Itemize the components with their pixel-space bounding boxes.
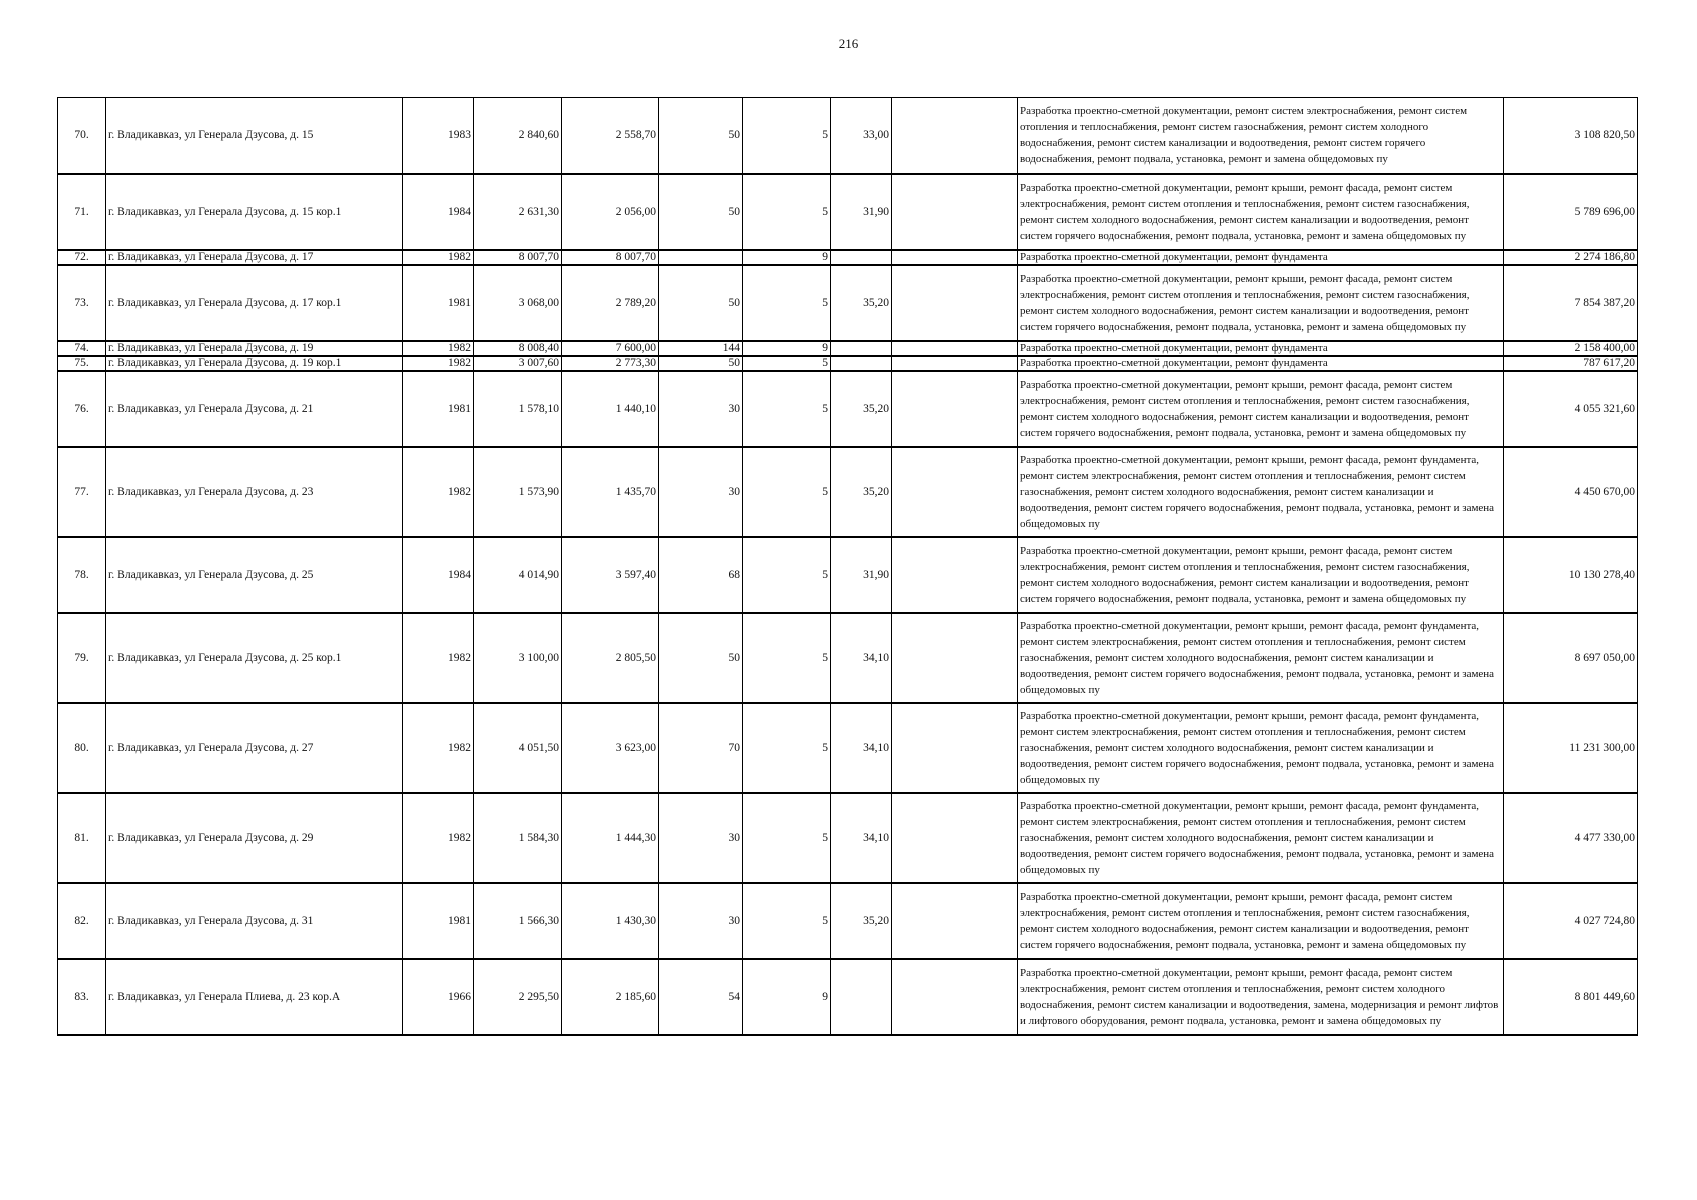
row-living-area: 1 440,10: [562, 371, 659, 447]
row-extra: [892, 250, 1018, 265]
row-living-area: 1 430,30: [562, 883, 659, 959]
row-extra: [892, 883, 1018, 959]
row-residents: 68: [659, 537, 743, 613]
row-year: 1983: [403, 98, 474, 174]
table-row: [58, 703, 1638, 793]
row-total-area: 4 014,90: [474, 537, 562, 613]
row-living-area: 2 773,30: [562, 356, 659, 371]
row-number: 76.: [58, 371, 106, 447]
row-living-area: 8 007,70: [562, 250, 659, 265]
row-wear: 35,20: [831, 447, 892, 537]
row-wear: 33,00: [831, 98, 892, 174]
row-year: 1981: [403, 883, 474, 959]
row-residents: 30: [659, 883, 743, 959]
row-residents: 54: [659, 959, 743, 1035]
row-wear: [831, 356, 892, 371]
row-address: г. Владикавказ, ул Генерала Дзусова, д. 29: [106, 793, 403, 883]
row-year: 1981: [403, 265, 474, 341]
row-extra: [892, 959, 1018, 1035]
row-living-area: 2 558,70: [562, 98, 659, 174]
row-wear: 31,90: [831, 174, 892, 250]
row-living-area: 7 600,00: [562, 341, 659, 356]
row-year: 1982: [403, 356, 474, 371]
row-address: г. Владикавказ, ул Генерала Дзусова, д. 17: [106, 250, 403, 265]
row-cost: 2 158 400,00: [1504, 341, 1638, 356]
table-row: [58, 371, 1638, 447]
row-extra: [892, 703, 1018, 793]
row-residents: 144: [659, 341, 743, 356]
row-floors: 5: [743, 703, 831, 793]
table-row: [58, 959, 1638, 1035]
row-number: 81.: [58, 793, 106, 883]
row-living-area: 1 444,30: [562, 793, 659, 883]
row-year: 1966: [403, 959, 474, 1035]
row-floors: 9: [743, 959, 831, 1035]
row-cost: 4 450 670,00: [1504, 447, 1638, 537]
row-address: г. Владикавказ, ул Генерала Дзусова, д. 15 кор.1: [106, 174, 403, 250]
row-wear: [831, 341, 892, 356]
row-works: Разработка проектно-сметной документации, ремонт фундамента: [1018, 356, 1504, 371]
row-residents: 70: [659, 703, 743, 793]
row-address: г. Владикавказ, ул Генерала Дзусова, д. 23: [106, 447, 403, 537]
row-total-area: 3 007,60: [474, 356, 562, 371]
row-cost: 3 108 820,50: [1504, 98, 1638, 174]
row-number: 83.: [58, 959, 106, 1035]
row-works: Разработка проектно-сметной документации, ремонт фундамента: [1018, 250, 1504, 265]
row-residents: 50: [659, 265, 743, 341]
row-number: 71.: [58, 174, 106, 250]
row-works: Разработка проектно-сметной документации, ремонт крыши, ремонт фасада, ремонт фундамента, ремонт систем электроснабжения, ремонт систем отопления и теплоснабжения, ремонт систем газоснабжения, ремонт систем холодного водоснабжения, ремонт систем канализации и водоотведения, ремонт систем горячего водоснабжения, ремонт подвала, установка, ремонт и замена общедомовых пу: [1018, 613, 1504, 703]
row-total-area: 3 100,00: [474, 613, 562, 703]
row-extra: [892, 356, 1018, 371]
table-row: [58, 447, 1638, 537]
row-extra: [892, 613, 1018, 703]
table-row: [58, 356, 1638, 371]
row-works: Разработка проектно-сметной документации, ремонт крыши, ремонт фасада, ремонт систем электроснабжения, ремонт систем отопления и теплоснабжения, ремонт систем газоснабжения, ремонт систем холодного водоснабжения, ремонт систем канализации и водоотведения, ремонт систем горячего водоснабжения, ремонт подвала, установка, ремонт и замена общедомовых пу: [1018, 265, 1504, 341]
row-works: Разработка проектно-сметной документации, ремонт крыши, ремонт фасада, ремонт систем электроснабжения, ремонт систем отопления и теплоснабжения, ремонт систем газоснабжения, ремонт систем холодного водоснабжения, ремонт систем канализации и водоотведения, ремонт систем горячего водоснабжения, ремонт подвала, установка, ремонт и замена общедомовых пу: [1018, 174, 1504, 250]
row-residents: 50: [659, 98, 743, 174]
row-floors: 5: [743, 883, 831, 959]
repair-register-table: [57, 97, 1638, 1036]
table-row: [58, 537, 1638, 613]
row-address: г. Владикавказ, ул Генерала Дзусова, д. 27: [106, 703, 403, 793]
row-number: 74.: [58, 341, 106, 356]
row-living-area: 3 597,40: [562, 537, 659, 613]
row-residents: 30: [659, 793, 743, 883]
row-total-area: 1 578,10: [474, 371, 562, 447]
row-living-area: 2 805,50: [562, 613, 659, 703]
row-number: 82.: [58, 883, 106, 959]
row-wear: 35,20: [831, 265, 892, 341]
row-year: 1982: [403, 703, 474, 793]
row-year: 1982: [403, 447, 474, 537]
row-address: г. Владикавказ, ул Генерала Плиева, д. 23 кор.А: [106, 959, 403, 1035]
row-extra: [892, 265, 1018, 341]
row-address: г. Владикавказ, ул Генерала Дзусова, д. 21: [106, 371, 403, 447]
table-row: [58, 883, 1638, 959]
row-year: 1982: [403, 793, 474, 883]
row-floors: 5: [743, 371, 831, 447]
row-cost: 4 055 321,60: [1504, 371, 1638, 447]
row-living-area: 2 056,00: [562, 174, 659, 250]
row-wear: 35,20: [831, 371, 892, 447]
row-works: Разработка проектно-сметной документации, ремонт крыши, ремонт фасада, ремонт фундамента, ремонт систем электроснабжения, ремонт систем отопления и теплоснабжения, ремонт систем газоснабжения, ремонт систем холодного водоснабжения, ремонт систем канализации и водоотведения, ремонт систем горячего водоснабжения, ремонт подвала, установка, ремонт и замена общедомовых пу: [1018, 703, 1504, 793]
row-floors: 5: [743, 265, 831, 341]
row-total-area: 1 573,90: [474, 447, 562, 537]
row-residents: 50: [659, 356, 743, 371]
row-floors: 5: [743, 793, 831, 883]
row-residents: 50: [659, 613, 743, 703]
row-extra: [892, 793, 1018, 883]
row-total-area: 2 840,60: [474, 98, 562, 174]
row-total-area: 4 051,50: [474, 703, 562, 793]
row-works: Разработка проектно-сметной документации, ремонт систем электроснабжения, ремонт систем отопления и теплоснабжения, ремонт систем газоснабжения, ремонт систем холодного водоснабжения, ремонт систем канализации и водоотведения, ремонт систем горячего водоснабжения, ремонт подвала, установка, ремонт и замена общедомовых пу: [1018, 98, 1504, 174]
row-address: г. Владикавказ, ул Генерала Дзусова, д. 19 кор.1: [106, 356, 403, 371]
row-floors: 9: [743, 250, 831, 265]
table-body: [58, 98, 1638, 1035]
row-address: г. Владикавказ, ул Генерала Дзусова, д. 25 кор.1: [106, 613, 403, 703]
row-floors: 5: [743, 174, 831, 250]
row-year: 1981: [403, 371, 474, 447]
row-address: г. Владикавказ, ул Генерала Дзусова, д. 31: [106, 883, 403, 959]
row-number: 77.: [58, 447, 106, 537]
row-wear: 34,10: [831, 613, 892, 703]
row-residents: 30: [659, 371, 743, 447]
row-number: 72.: [58, 250, 106, 265]
row-extra: [892, 447, 1018, 537]
row-cost: 7 854 387,20: [1504, 265, 1638, 341]
row-number: 80.: [58, 703, 106, 793]
row-number: 79.: [58, 613, 106, 703]
row-living-area: 1 435,70: [562, 447, 659, 537]
row-cost: 8 697 050,00: [1504, 613, 1638, 703]
row-number: 73.: [58, 265, 106, 341]
table-row: [58, 341, 1638, 356]
row-total-area: 2 295,50: [474, 959, 562, 1035]
row-floors: 5: [743, 537, 831, 613]
row-cost: 5 789 696,00: [1504, 174, 1638, 250]
row-works: Разработка проектно-сметной документации, ремонт фундамента: [1018, 341, 1504, 356]
row-works: Разработка проектно-сметной документации, ремонт крыши, ремонт фасада, ремонт систем электроснабжения, ремонт систем отопления и теплоснабжения, ремонт систем газоснабжения, ремонт систем холодного водоснабжения, ремонт систем канализации и водоотведения, ремонт систем горячего водоснабжения, ремонт подвала, установка, ремонт и замена общедомовых пу: [1018, 537, 1504, 613]
row-cost: 8 801 449,60: [1504, 959, 1638, 1035]
table-row: [58, 613, 1638, 703]
row-works: Разработка проектно-сметной документации, ремонт крыши, ремонт фасада, ремонт систем электроснабжения, ремонт систем отопления и теплоснабжения, ремонт систем газоснабжения, ремонт систем холодного водоснабжения, ремонт систем канализации и водоотведения, ремонт систем горячего водоснабжения, ремонт подвала, установка, ремонт и замена общедомовых пу: [1018, 371, 1504, 447]
row-number: 75.: [58, 356, 106, 371]
row-living-area: 2 185,60: [562, 959, 659, 1035]
row-floors: 5: [743, 356, 831, 371]
row-total-area: 8 008,40: [474, 341, 562, 356]
row-residents: 50: [659, 174, 743, 250]
row-extra: [892, 174, 1018, 250]
row-total-area: 2 631,30: [474, 174, 562, 250]
row-number: 70.: [58, 98, 106, 174]
row-extra: [892, 371, 1018, 447]
row-address: г. Владикавказ, ул Генерала Дзусова, д. 17 кор.1: [106, 265, 403, 341]
row-year: 1982: [403, 341, 474, 356]
table-row: [58, 793, 1638, 883]
row-cost: 10 130 278,40: [1504, 537, 1638, 613]
row-works: Разработка проектно-сметной документации, ремонт крыши, ремонт фасада, ремонт систем электроснабжения, ремонт систем отопления и теплоснабжения, ремонт систем холодного водоснабжения, ремонт систем канализации и водоотведения, замена, модернизация и ремонт лифтов и лифтового оборудования, ремонт подвала, установка, ремонт и замена общедомовых пу: [1018, 959, 1504, 1035]
row-year: 1984: [403, 174, 474, 250]
row-wear: 31,90: [831, 537, 892, 613]
row-year: 1982: [403, 613, 474, 703]
row-extra: [892, 341, 1018, 356]
row-floors: 5: [743, 447, 831, 537]
row-living-area: 3 623,00: [562, 703, 659, 793]
row-wear: [831, 959, 892, 1035]
table-row: [58, 265, 1638, 341]
row-total-area: 1 566,30: [474, 883, 562, 959]
table-row: [58, 250, 1638, 265]
row-total-area: 1 584,30: [474, 793, 562, 883]
row-floors: 5: [743, 613, 831, 703]
row-wear: 34,10: [831, 793, 892, 883]
row-wear: 34,10: [831, 703, 892, 793]
row-floors: 9: [743, 341, 831, 356]
row-address: г. Владикавказ, ул Генерала Дзусова, д. 19: [106, 341, 403, 356]
table-row: [58, 98, 1638, 174]
table-row: [58, 174, 1638, 250]
row-works: Разработка проектно-сметной документации, ремонт крыши, ремонт фасада, ремонт фундамента, ремонт систем электроснабжения, ремонт систем отопления и теплоснабжения, ремонт систем газоснабжения, ремонт систем холодного водоснабжения, ремонт систем канализации и водоотведения, ремонт систем горячего водоснабжения, ремонт подвала, установка, ремонт и замена общедомовых пу: [1018, 447, 1504, 537]
page-number: 216: [838, 36, 859, 51]
row-living-area: 2 789,20: [562, 265, 659, 341]
row-address: г. Владикавказ, ул Генерала Дзусова, д. 15: [106, 98, 403, 174]
row-cost: 11 231 300,00: [1504, 703, 1638, 793]
row-extra: [892, 98, 1018, 174]
row-total-area: 3 068,00: [474, 265, 562, 341]
row-works: Разработка проектно-сметной документации, ремонт крыши, ремонт фасада, ремонт систем электроснабжения, ремонт систем отопления и теплоснабжения, ремонт систем газоснабжения, ремонт систем холодного водоснабжения, ремонт систем канализации и водоотведения, ремонт систем горячего водоснабжения, ремонт подвала, установка, ремонт и замена общедомовых пу: [1018, 883, 1504, 959]
row-cost: 787 617,20: [1504, 356, 1638, 371]
row-cost: 2 274 186,80: [1504, 250, 1638, 265]
row-residents: 30: [659, 447, 743, 537]
row-floors: 5: [743, 98, 831, 174]
row-cost: 4 477 330,00: [1504, 793, 1638, 883]
row-cost: 4 027 724,80: [1504, 883, 1638, 959]
row-address: г. Владикавказ, ул Генерала Дзусова, д. 25: [106, 537, 403, 613]
row-wear: [831, 250, 892, 265]
row-wear: 35,20: [831, 883, 892, 959]
row-year: 1982: [403, 250, 474, 265]
row-extra: [892, 537, 1018, 613]
row-number: 78.: [58, 537, 106, 613]
row-year: 1984: [403, 537, 474, 613]
row-residents: [659, 250, 743, 265]
row-works: Разработка проектно-сметной документации, ремонт крыши, ремонт фасада, ремонт фундамента, ремонт систем электроснабжения, ремонт систем отопления и теплоснабжения, ремонт систем газоснабжения, ремонт систем холодного водоснабжения, ремонт систем канализации и водоотведения, ремонт систем горячего водоснабжения, ремонт подвала, установка, ремонт и замена общедомовых пу: [1018, 793, 1504, 883]
row-total-area: 8 007,70: [474, 250, 562, 265]
